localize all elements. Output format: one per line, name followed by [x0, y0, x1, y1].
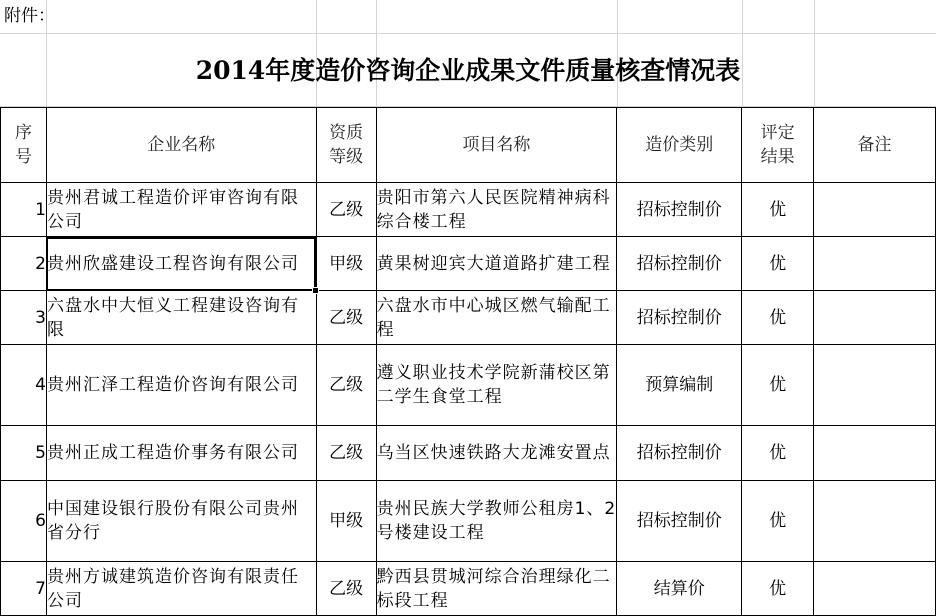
cell-qualification[interactable]: 乙级 [316, 345, 376, 426]
cell-project[interactable]: 贵州民族大学教师公租房1、2号楼建设工程 [376, 481, 617, 562]
cell-remark[interactable] [814, 183, 936, 237]
header-remark[interactable]: 备注 [814, 108, 936, 183]
header-company[interactable]: 企业名称 [46, 108, 316, 183]
cell-company[interactable]: 贵州君诚工程造价评审咨询有限公司 [46, 183, 316, 237]
cell-qualification[interactable]: 乙级 [316, 562, 376, 616]
cell-cost-type[interactable]: 预算编制 [617, 345, 742, 426]
quality-check-table [0, 107, 936, 616]
header-no[interactable]: 序号 [1, 108, 47, 183]
cell-cost-type[interactable]: 招标控制价 [617, 426, 742, 481]
cell-company[interactable]: 六盘水中大恒义工程建设咨询有限 [46, 291, 316, 345]
cell-company[interactable]: 贵州正成工程造价事务有限公司 [46, 426, 316, 481]
cell-company[interactable]: 贵州方诚建筑造价咨询有限责任公司 [46, 562, 316, 616]
table-row [1, 345, 936, 426]
header-cost-type[interactable]: 造价类别 [617, 108, 742, 183]
cell-rating[interactable]: 优 [742, 562, 814, 616]
table-row [1, 481, 936, 562]
cell-no[interactable]: 4 [1, 345, 47, 426]
cell-remark[interactable] [814, 345, 936, 426]
header-rating[interactable]: 评定结果 [742, 108, 814, 183]
cell-cost-type[interactable]: 招标控制价 [617, 183, 742, 237]
cell-qualification[interactable]: 甲级 [316, 481, 376, 562]
cell-cost-type[interactable]: 结算价 [617, 562, 742, 616]
cell-project[interactable]: 黔西县贯城河综合治理绿化二标段工程 [376, 562, 617, 616]
cell-project[interactable]: 贵阳市第六人民医院精神病科综合楼工程 [376, 183, 617, 237]
cell-cost-type[interactable]: 招标控制价 [617, 291, 742, 345]
cell-no[interactable]: 2 [1, 237, 47, 291]
cell-remark[interactable] [814, 237, 936, 291]
cell-rating[interactable]: 优 [742, 237, 814, 291]
table-row [1, 426, 936, 481]
cell-company-selected[interactable]: 贵州欣盛建设工程咨询有限公司 [46, 237, 316, 291]
fill-handle[interactable] [312, 287, 319, 294]
table-row [1, 183, 936, 237]
cell-rating[interactable]: 优 [742, 345, 814, 426]
attachment-label: 附件： [4, 6, 55, 26]
cell-rating[interactable]: 优 [742, 481, 814, 562]
cell-rating[interactable]: 优 [742, 183, 814, 237]
cell-remark[interactable] [814, 481, 936, 562]
table-row [1, 291, 936, 345]
cell-qualification[interactable]: 乙级 [316, 426, 376, 481]
cell-project[interactable]: 乌当区快速铁路大龙滩安置点 [376, 426, 617, 481]
cell-project[interactable]: 黄果树迎宾大道道路扩建工程 [376, 237, 617, 291]
cell-no[interactable]: 5 [1, 426, 47, 481]
cell-remark[interactable] [814, 291, 936, 345]
table-header-row [1, 108, 936, 183]
page-title: 2014年度造价咨询企业成果文件质量核查情况表 [195, 56, 741, 85]
cell-qualification[interactable]: 乙级 [316, 183, 376, 237]
cell-rating[interactable]: 优 [742, 426, 814, 481]
header-project[interactable]: 项目名称 [376, 108, 617, 183]
cell-project[interactable]: 六盘水市中心城区燃气输配工程 [376, 291, 617, 345]
cell-qualification[interactable]: 甲级 [316, 237, 376, 291]
cell-cost-type[interactable]: 招标控制价 [617, 237, 742, 291]
cell-remark[interactable] [814, 562, 936, 616]
cell-company[interactable]: 中国建设银行股份有限公司贵州省分行 [46, 481, 316, 562]
table-row [1, 562, 936, 616]
cell-no[interactable]: 1 [1, 183, 47, 237]
header-qualification[interactable]: 资质等级 [316, 108, 376, 183]
cell-rating[interactable]: 优 [742, 291, 814, 345]
cell-cost-type[interactable]: 招标控制价 [617, 481, 742, 562]
cell-project[interactable]: 遵义职业技术学院新蒲校区第二学生食堂工程 [376, 345, 617, 426]
cell-no[interactable]: 3 [1, 291, 47, 345]
table-row [1, 237, 936, 291]
cell-company[interactable]: 贵州汇泽工程造价咨询有限公司 [46, 345, 316, 426]
cell-qualification[interactable]: 乙级 [316, 291, 376, 345]
cell-no[interactable]: 6 [1, 481, 47, 562]
cell-no[interactable]: 7 [1, 562, 47, 616]
cell-remark[interactable] [814, 426, 936, 481]
grid-line [0, 33, 936, 34]
